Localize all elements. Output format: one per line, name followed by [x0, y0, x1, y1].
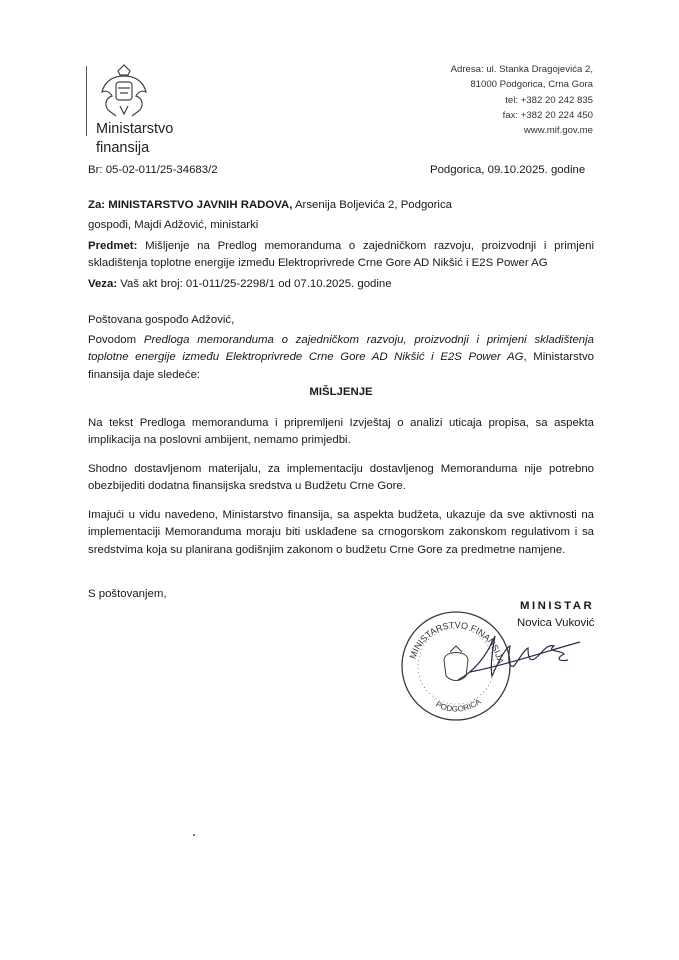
address-tel: tel: +382 20 242 835 — [505, 94, 593, 106]
paragraph-3: Imajući u vidu navedeno, Ministarstvo finansija, sa aspekta budžeta, ukazuje da sve aktivnosti na implementaciji Memoranduma moraju biti usklađene sa crnogorskom zakonskom regulativom i sa sredstvima koja su planirana godišnjim zakonom o budžetu Crne Gore za predmetne namjene. — [88, 509, 594, 556]
closing: S poštovanjem, — [88, 588, 167, 600]
intro-italic: Predloga memoranduma o zajedničkom razvoju, proizvodnji i primjeni skladištenja toplotne energije između Elektroprivrede Crne Gore AD Nikšić i E2S Power AG — [88, 334, 594, 364]
address-city: 81000 Podgorica, Crna Gora — [470, 79, 593, 91]
address-fax: fax: +382 20 224 450 — [502, 109, 593, 121]
paragraph-1: Na tekst Predloga memoranduma i pripremljeni Izvještaj o analizi uticaja propisa, sa aspekta implikacija na poslovni ambijent, nemamo primjedbi. — [88, 417, 594, 447]
reference — [88, 276, 594, 293]
svg-text:PODGORICA — [434, 697, 483, 714]
signature — [450, 628, 610, 688]
salutation: Poštovana gospođo Adžović, — [88, 314, 235, 326]
reference-number: Br: 05-02-011/25-34683/2 — [88, 164, 218, 176]
recipient: gospođi, Majdi Adžović, ministarki — [88, 219, 259, 231]
subject — [88, 238, 594, 273]
addressee-label: Za: MINISTARSTVO JAVNIH RADOVA, — [88, 199, 293, 211]
addressee-address: Arsenija Boljevića 2, Podgorica — [292, 199, 452, 211]
coat-of-arms-icon — [96, 62, 152, 120]
addressee — [88, 197, 594, 214]
ministry-address — [451, 62, 593, 138]
ministry-name — [96, 120, 173, 158]
signatory-name: Novica Vuković — [517, 617, 595, 629]
stamp-city-text: PODGORICA — [434, 696, 483, 714]
address-street: Adresa: ul. Stanka Dragojevića 2, — [450, 64, 593, 75]
ministry-name-line1: Ministarstvo — [96, 121, 174, 137]
stamp-ring-text: MINISTARSTVO FINANSIJA — [407, 619, 506, 665]
paragraph-2: Shodno dostavljenom materijalu, za implementaciju dostavljenog Memoranduma nije potrebno obezbijediti dodatna finansijska sredstva u Budžetu Crne Gore. — [88, 463, 594, 493]
reference-label: Veza: — [88, 278, 118, 290]
address-website: www.mif.gov.me — [523, 125, 593, 137]
intro-end: , Ministarstvo finansija daje sledeće: — [88, 351, 594, 381]
letterhead-divider — [86, 66, 87, 136]
opinion-heading: MIŠLJENJE — [309, 386, 373, 398]
date-line: Podgorica, 09.10.2025. godine — [430, 164, 586, 176]
reference-text: Vaš akt broj: 01-011/25-2298/1 od 07.10.2025. godine — [117, 278, 392, 290]
intro-paragraph — [88, 332, 594, 384]
intro-start: Povodom — [88, 334, 144, 346]
ministry-name-line2: finansija — [96, 140, 150, 156]
signatory-title: MINISTAR — [520, 600, 595, 612]
scan-speck — [193, 834, 195, 836]
subject-label: Predmet: — [88, 240, 138, 252]
subject-text: Mišljenje na Predlog memoranduma o zajedničkom razvoju, proizvodnji i primjeni skladištenja toplotne energije između Elektroprivrede Crne Gore AD Nikšić i E2S Power AG — [88, 240, 594, 270]
